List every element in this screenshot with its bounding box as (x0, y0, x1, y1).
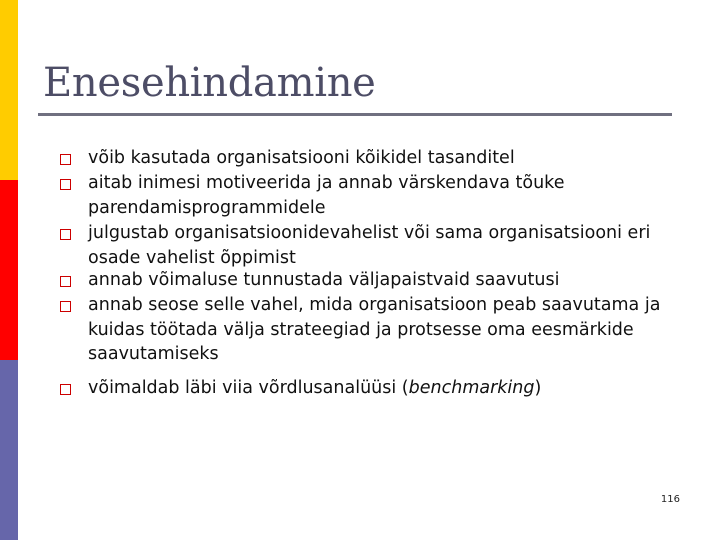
bullet-text: võib kasutada organisatsiooni kõikidel tasanditel (88, 148, 515, 168)
slide-title: Enesehindamine (43, 60, 376, 106)
hollow-square-bullet-icon (60, 154, 71, 165)
bullet-text: annab seose selle vahel, mida organisatsioon peab saavutama ja kuidas töötada välja strateegiad ja protsesse oma eesmärkide saavutamiseks (88, 295, 661, 364)
bullet-text-emphasis: benchmarking (408, 378, 535, 398)
page-number: 116 (660, 494, 680, 505)
hollow-square-bullet-icon (60, 276, 71, 287)
hollow-square-bullet-icon (60, 229, 71, 240)
bullet-text: julgustab organisatsioonidevahelist või sama organisatsiooni eri osade vahelist õppimist (88, 223, 651, 268)
bullet-text: aitab inimesi motiveerida ja annab värskendava tõuke parendamisprogrammidele (88, 173, 565, 218)
hollow-square-bullet-icon (60, 301, 71, 312)
bullet-text-part: võimaldab läbi viia võrdlusanalüüsi ( (88, 378, 409, 398)
bullet-text: annab võimaluse tunnustada väljapaistvaid saavutusi (88, 270, 560, 290)
hollow-square-bullet-icon (60, 384, 71, 395)
bullet-text-part: ) (534, 378, 542, 398)
bullet-text (88, 376, 698, 401)
hollow-square-bullet-icon (60, 179, 71, 190)
